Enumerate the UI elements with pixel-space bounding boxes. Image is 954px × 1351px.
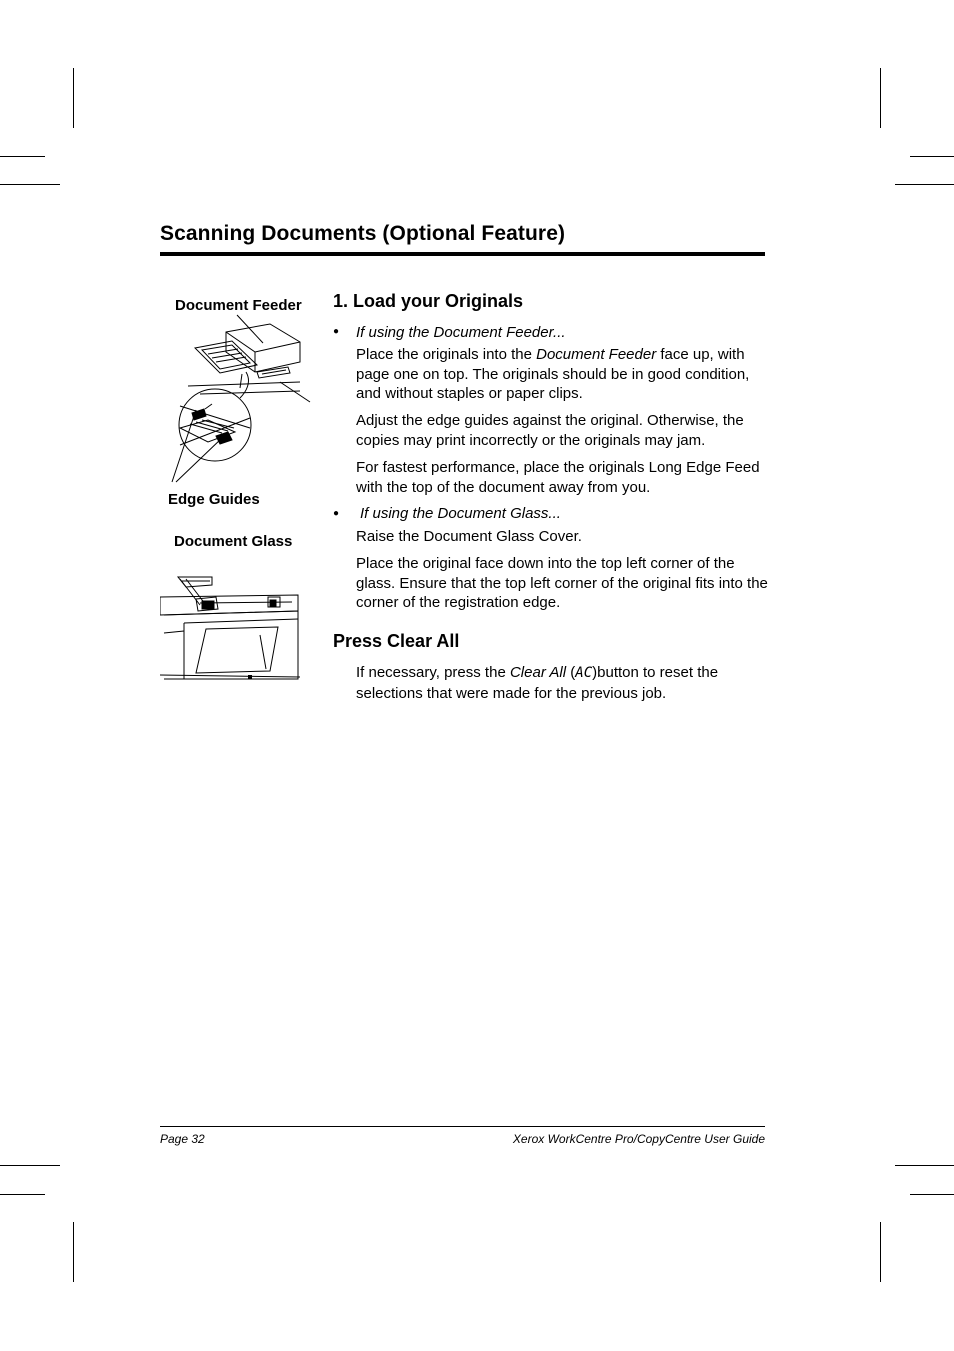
footer-page-number: Page 32: [160, 1132, 205, 1146]
crop-mark: [73, 68, 74, 128]
crop-mark: [895, 1165, 954, 1166]
crop-mark: [895, 184, 954, 185]
clear-all-key-label: AC: [575, 665, 593, 681]
crop-mark: [0, 184, 60, 185]
document-glass-label: Document Glass: [174, 533, 293, 550]
bullet-icon: ●: [333, 508, 340, 519]
title-rule: [160, 252, 765, 256]
crop-mark: [0, 1194, 45, 1195]
document-glass-illustration: [160, 575, 302, 681]
document-feeder-illustration: [160, 310, 320, 490]
footer-rule: [160, 1126, 765, 1127]
crop-mark: [0, 1165, 60, 1166]
bullet-icon: ●: [333, 326, 340, 337]
feeder-paragraph-1: Place the originals into the Document Feeder face up, with page one on top. The originals should be in good condition, and without staples or paper clips.: [356, 346, 750, 402]
feeder-paragraph-3: For fastest performance, place the originals Long Edge Feed with the top of the document away from you.: [356, 459, 760, 496]
edge-guides-label: Edge Guides: [168, 491, 260, 508]
feeder-intro: If using the Document Feeder...: [356, 324, 566, 341]
crop-mark: [880, 1222, 881, 1282]
glass-intro: If using the Document Glass...: [360, 505, 561, 522]
crop-mark: [910, 156, 954, 157]
crop-mark: [910, 1194, 954, 1195]
feeder-paragraph-2: Adjust the edge guides against the original. Otherwise, the copies may print incorrectly or the originals may jam.: [356, 412, 744, 449]
glass-paragraph-1: Raise the Document Glass Cover.: [356, 528, 582, 545]
crop-mark: [880, 68, 881, 128]
document-feeder-label: Document Feeder: [175, 297, 302, 314]
footer-guide-title: Xerox WorkCentre Pro/CopyCentre User Guide: [512, 1132, 765, 1146]
section-heading-load: 1. Load your Originals: [333, 291, 524, 311]
section-heading-clear-all: Press Clear All: [333, 631, 460, 651]
clear-all-paragraph: If necessary, press the Clear All (AC)button to reset the selections that were made for the previous job.: [356, 664, 719, 702]
page-title: Scanning Documents (Optional Feature): [160, 222, 566, 245]
glass-paragraph-2: Place the original face down into the top left corner of the glass. Ensure that the top left corner of the original fits into the corner of the registration edge.: [356, 555, 768, 611]
crop-mark: [0, 156, 45, 157]
crop-mark: [73, 1222, 74, 1282]
